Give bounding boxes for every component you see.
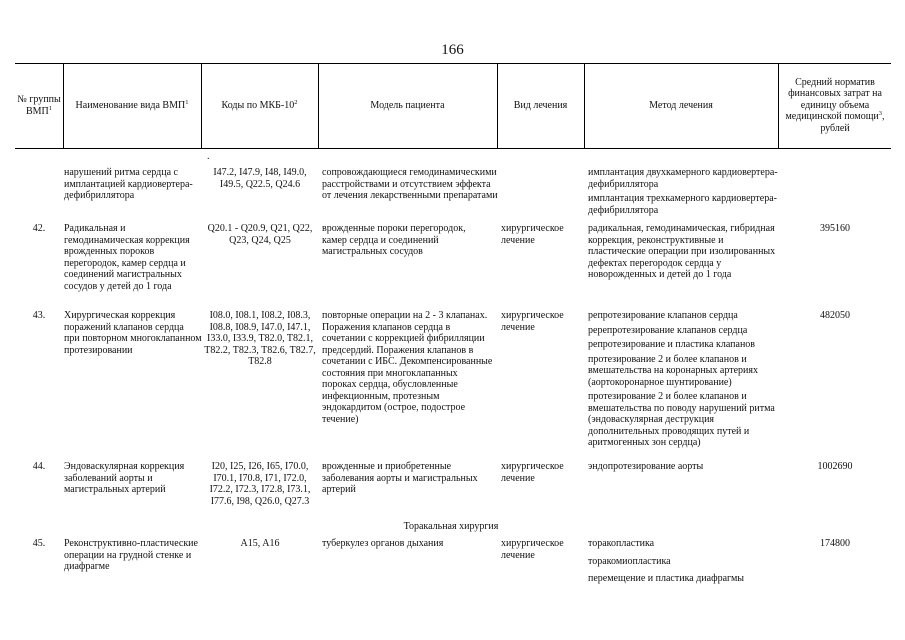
method-item: радикальная, гемодинамическая, гибридная коррекция, реконструктивные и пластические операции при изолированных дефектах перегородок сердца у новорожденных и детей до 1 года xyxy=(588,223,776,280)
method-item: имплантация трехкамерного кардиовертера-дефибриллятора xyxy=(588,193,777,216)
row-number: 43. xyxy=(32,310,46,321)
row-methods xyxy=(588,538,778,588)
row-codes: I08.0, I08.1, I08.2, I08.3, I08.8, I08.9, I47.0, I47.1, I33.0, I33.9, T82.0, T82.1, T82.2, T82.3, T82.6, T82.7, T82.8 xyxy=(204,310,316,367)
method-item: протезирование 2 и более клапанов и вмешательства на коронарных артериях (аортокоронарное шунтирование) xyxy=(588,353,758,388)
row-cost: 395160 xyxy=(820,223,850,234)
row-codes: I20, I25, I26, I65, I70.0, I70.1, I70.8, I71, I72.0, I72.2, I72.3, I72.8, I73.1, I77.6, I98, Q26.0, Q27.3 xyxy=(209,461,311,507)
stray-mark: . xyxy=(207,151,210,162)
method-item: имплантация двухкамерного кардиовертера-дефибриллятора xyxy=(588,167,778,190)
header-group: № группы ВМП$^1$ xyxy=(17,94,61,117)
row-methods xyxy=(588,167,780,219)
method-item: торакомиопластика xyxy=(588,555,671,567)
header-model: Модель пациента xyxy=(370,99,445,111)
page-number: 166 xyxy=(441,42,464,58)
row-name: Хирургическая коррекция поражений клапанов сердца при повторном многоклапанном протезировании xyxy=(64,310,202,356)
row-codes: Q20.1 - Q20.9, Q21, Q22, Q23, Q24, Q25 xyxy=(207,223,313,246)
row-cost: 174800 xyxy=(820,538,850,549)
row-model: врожденные пороки перегородок, камер сердца и соединений магистральных сосудов xyxy=(322,223,466,257)
method-item: репротезирование клапанов сердца xyxy=(588,310,738,321)
header-codes: Коды по МКБ-$10^2$ xyxy=(221,98,298,111)
section-heading: Торакальная хирургия xyxy=(403,521,499,532)
row-model: врожденные и приобретенные заболевания аорты и магистральных артерий xyxy=(322,461,478,495)
header-cost: Средний норматив финансовых затрат на единицу объема медицинской помощи$^3$, рублей xyxy=(785,76,885,134)
row-codes: A15, A16 xyxy=(240,538,280,549)
method-item: протезирование 2 и более клапанов и вмешательства по поводу нарушений ритма (эндоваскулярная деструкция дополнительных проводящих путей и аритмогенных зон сердца) xyxy=(588,391,775,448)
method-item: торакопластика xyxy=(588,538,655,549)
header-method: Метод лечения xyxy=(649,99,713,111)
row-name: Эндоваскулярная коррекция заболеваний аорты и магистральных артерий xyxy=(64,461,185,495)
method-item: эндопротезирование аорты xyxy=(588,461,704,472)
row-model: повторные операции на 2 - 3 клапанах. Поражения клапанов сердца в сочетании с коррекцией фибрилляции предсердий. Поражения клапанов в сочетании с ИБС. Декомпенсированные состояния при многоклапанных пороках сердца, обусловленные инфекционным, протезным эндокардитом (острое, подострое течение) xyxy=(322,310,493,425)
row-name: Реконструктивно-пластические операции на грудной стенке и диафрагме xyxy=(64,538,198,572)
row-treatment: хирургическое лечение xyxy=(501,461,564,484)
row-model: сопровождающиеся гемодинамическими расстройствами и отсутствием эффекта от лечения лекарственными препаратами xyxy=(322,167,498,201)
row-name: Радикальная и гемодинамическая коррекция врожденных пороков перегородок, камер сердца и соединений магистральных сосудов у детей до 1 года xyxy=(64,223,190,292)
row-treatment: хирургическое лечение xyxy=(501,223,564,246)
row-treatment: хирургическое лечение xyxy=(501,538,564,561)
row-cost: 1002690 xyxy=(817,461,853,472)
row-codes: I47.2, I47.9, I48, I49.0, I49.5, Q22.5, Q24.6 xyxy=(213,167,307,190)
method-item: репротезирование и пластика клапанов xyxy=(588,339,756,350)
method-item: ререпротезирование клапанов сердца xyxy=(588,324,748,336)
row-methods xyxy=(588,461,778,476)
header-divider xyxy=(778,63,779,148)
row-methods xyxy=(588,310,778,452)
header-treatment: Вид лечения xyxy=(513,99,568,111)
row-number: 42. xyxy=(32,223,46,234)
header-name: Наименование вида ВМП$^1$ xyxy=(75,98,189,111)
row-model: туберкулез органов дыхания xyxy=(322,538,444,549)
row-treatment: хирургическое лечение xyxy=(501,310,564,333)
header-bottom-rule xyxy=(15,148,891,149)
row-name: нарушений ритма сердца с имплантацией кардиовертера-дефибриллятора xyxy=(64,167,193,201)
row-cost: 482050 xyxy=(820,310,850,321)
row-methods xyxy=(588,223,780,284)
row-number: 45. xyxy=(32,538,46,549)
method-item: перемещение и пластика диафрагмы xyxy=(588,573,745,584)
row-number: 44. xyxy=(32,461,46,472)
